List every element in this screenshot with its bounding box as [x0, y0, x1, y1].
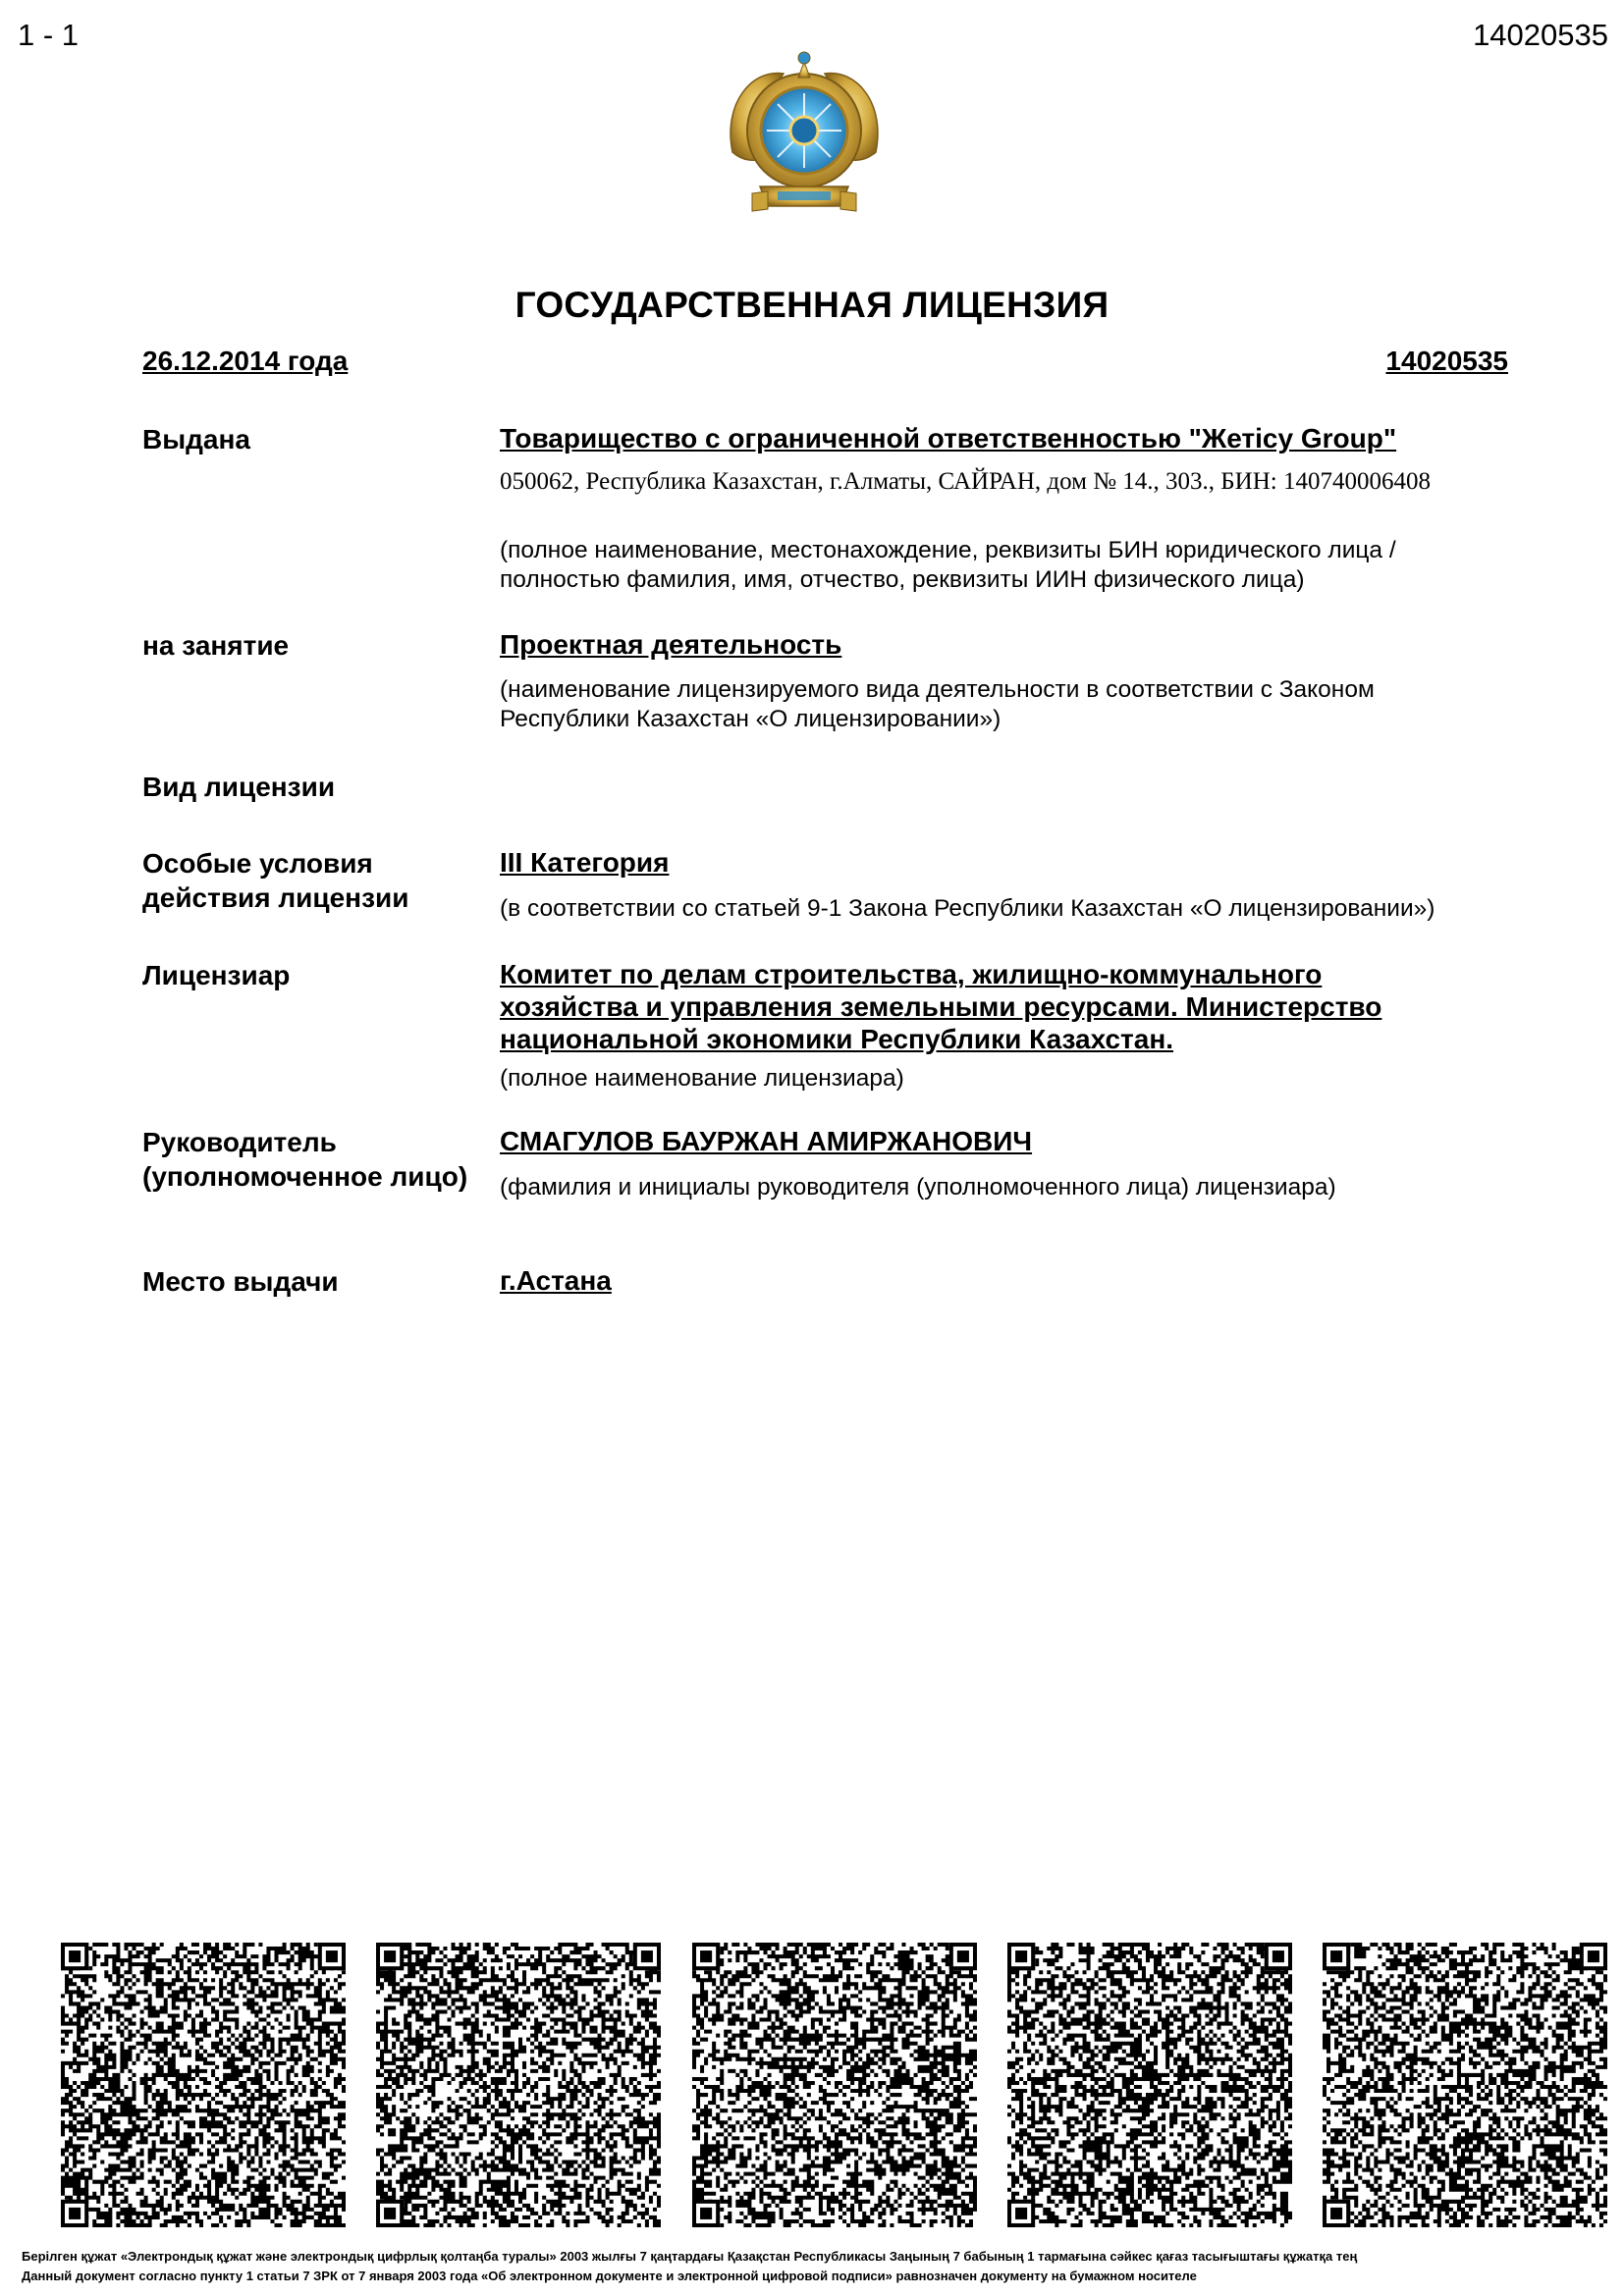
page-counter: 1 - 1 — [18, 18, 80, 52]
footer-legal-ru: Данный документ согласно пункту 1 статьи 7 ЗРК от 7 января 2003 года «Об электронном документе и электронной цифровой подписи» равнозначен документу на бумажном носителе — [22, 2269, 1197, 2283]
document-number-corner: 14020535 — [1473, 18, 1608, 52]
footer-legal-kz: Берілген құжат «Электрондық құжат және электрондық цифрлық қолтаңба туралы» 2003 жылғы 7 қаңтардағы Қазақстан Республикасы Заңының 7 бабының 1 тармағына сәйкес қағаз тасығыштағы құжатқа тең — [22, 2249, 1358, 2264]
state-emblem-icon — [713, 44, 895, 226]
licensor-value-line3: национальной экономики Республики Казахстан. — [500, 1024, 1174, 1054]
license-type-label: Вид лицензии — [142, 772, 336, 802]
head-name: СМАГУЛОВ БАУРЖАН АМИРЖАНОВИЧ — [500, 1126, 1033, 1156]
document-title: ГОСУДАРСТВЕННАЯ ЛИЦЕНЗИЯ — [514, 285, 1110, 325]
head-label-line1: Руководитель — [142, 1127, 337, 1157]
head-label-line2: (уполномоченное лицо) — [142, 1161, 468, 1192]
place-label: Место выдачи — [142, 1266, 339, 1297]
qr-code-icon — [1323, 1943, 1607, 2227]
special-conditions-label-line1: Особые условия — [142, 848, 373, 879]
qr-code-icon — [1007, 1943, 1292, 2227]
licensor-value-line1: Комитет по делам строительства, жилищно-коммунального — [500, 959, 1323, 989]
licensor-label: Лицензиар — [142, 960, 291, 990]
licensee-note-line2: полностью фамилия, имя, отчество, реквизиты ИИН физического лица) — [500, 566, 1305, 593]
qr-code-icon — [692, 1943, 977, 2227]
place-value: г.Астана — [500, 1265, 612, 1296]
activity-note-line1: (наименование лицензируемого вида деятельности в соответствии с Законом — [500, 676, 1375, 703]
head-note: (фамилия и инициалы руководителя (уполномоченного лица) лицензиара) — [500, 1174, 1336, 1201]
activity-value: Проектная деятельность — [500, 629, 842, 660]
licensor-value-line2: хозяйства и управления земельными ресурсами. Министерство — [500, 991, 1382, 1022]
activity-label: на занятие — [142, 630, 290, 661]
license-number: 14020535 — [1385, 346, 1508, 376]
activity-note-line2: Республики Казахстан «О лицензировании») — [500, 706, 1001, 732]
issue-date: 26.12.2014 года — [142, 346, 349, 376]
issued-to-label: Выдана — [142, 424, 250, 454]
licensee-name: Товарищество с ограниченной ответственностью "Жетісу Group" — [500, 423, 1397, 454]
special-conditions-value: III Категория — [500, 847, 670, 878]
licensee-address: 050062, Республика Казахстан, г.Алматы, САЙРАН, дом № 14., 303., БИН: 140740006408 — [500, 468, 1431, 495]
qr-code-icon — [61, 1943, 346, 2227]
licensor-note: (полное наименование лицензиара) — [500, 1065, 904, 1092]
special-conditions-label-line2: действия лицензии — [142, 882, 409, 913]
special-conditions-note: (в соответствии со статьей 9-1 Закона Республики Казахстан «О лицензировании») — [500, 895, 1435, 922]
qr-code-icon — [376, 1943, 661, 2227]
licensee-note-line1: (полное наименование, местонахождение, реквизиты БИН юридического лица / — [500, 537, 1396, 563]
